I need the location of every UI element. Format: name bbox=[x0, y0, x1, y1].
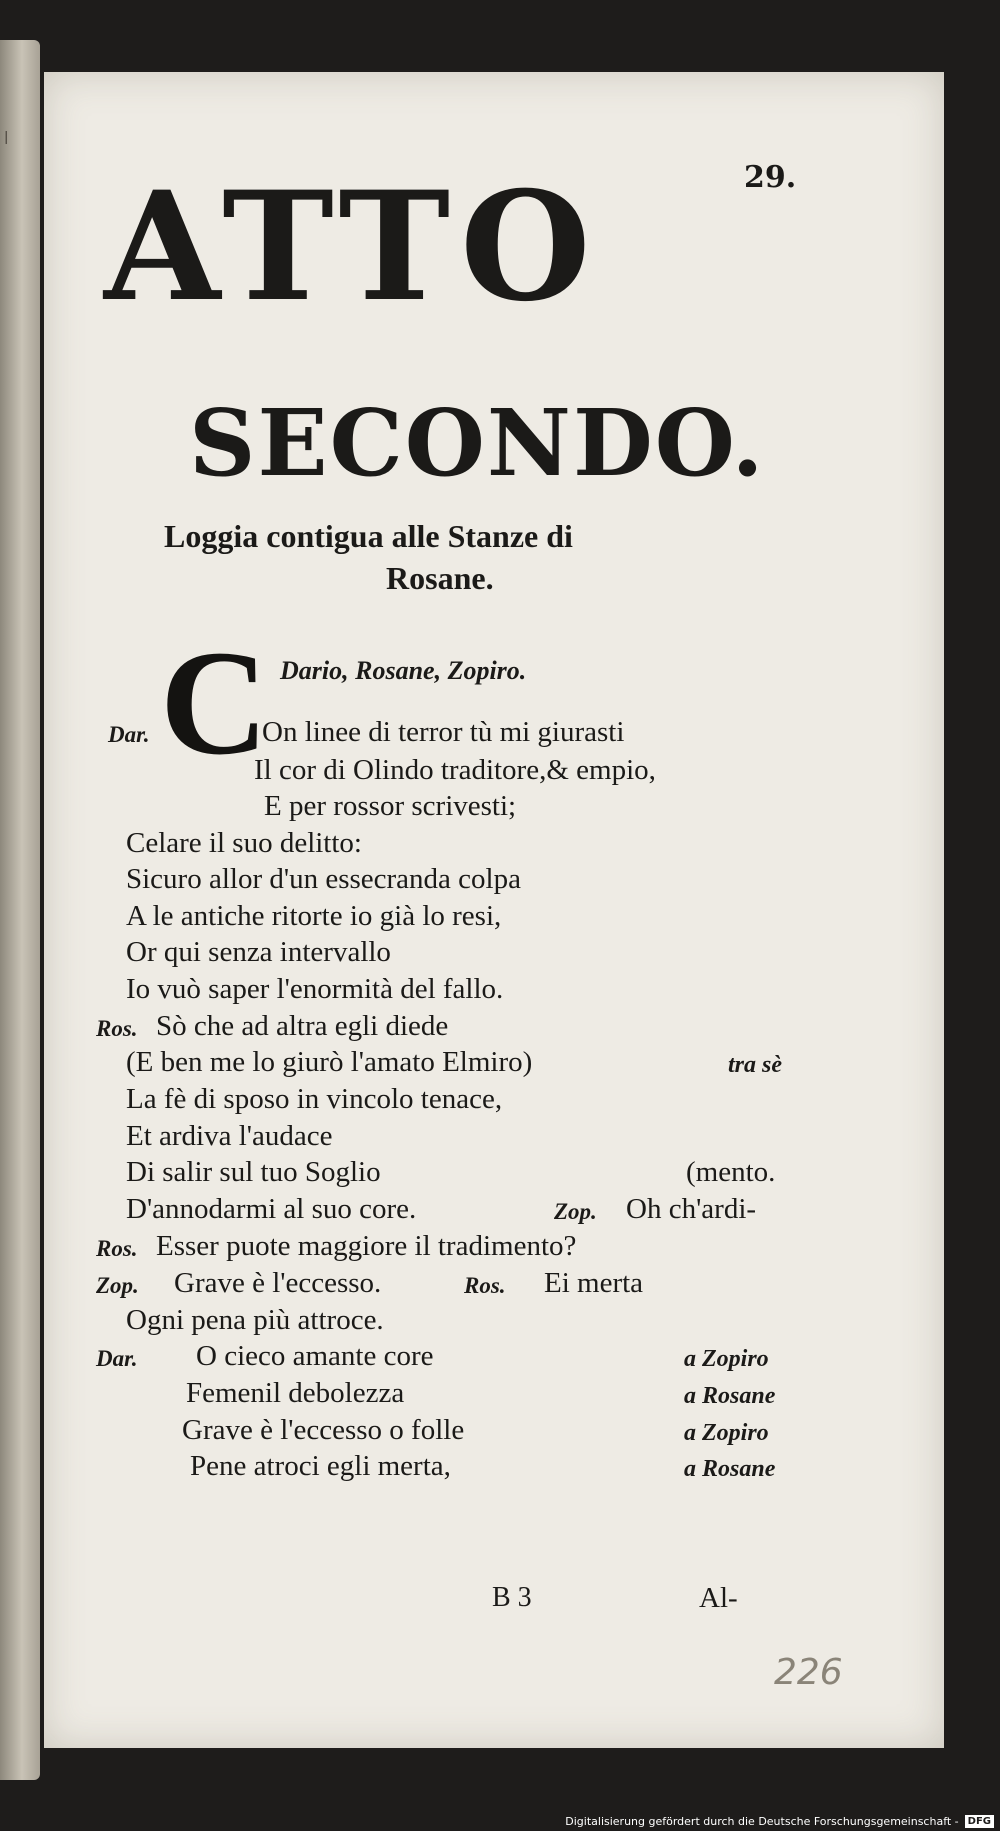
verse-line: Di salir sul tuo Soglio bbox=[126, 1156, 381, 1188]
verse-line: Et ardiva l'audace bbox=[126, 1120, 333, 1152]
verse-line: Il cor di Olindo traditore,& empio, bbox=[254, 754, 656, 786]
verse-line: D'annodarmi al suo core. bbox=[126, 1193, 417, 1225]
verse-line: Pene atroci egli merta, bbox=[190, 1450, 451, 1482]
act-subtitle: SECONDO. bbox=[189, 389, 766, 497]
dfg-logo-icon: DFG bbox=[965, 1815, 994, 1828]
verse-line: Or qui senza intervallo bbox=[126, 936, 391, 968]
verse-line: La fè di sposo in vincolo tenace, bbox=[126, 1083, 503, 1115]
book-page bbox=[44, 72, 944, 1748]
margin-fragment: | bbox=[4, 130, 9, 145]
speaker-label: Dar. bbox=[96, 1346, 138, 1371]
stage-direction: a Zopiro bbox=[684, 1420, 769, 1446]
speaker-label: Ros. bbox=[96, 1016, 138, 1041]
verse-line: Oh ch'ardi- bbox=[626, 1193, 757, 1225]
verse-continuation: (mento. bbox=[686, 1156, 776, 1188]
speaker-label: Zop. bbox=[96, 1273, 139, 1298]
character-list: Dario, Rosane, Zopiro. bbox=[280, 656, 527, 685]
catchword: Al- bbox=[699, 1582, 738, 1614]
verse-line: Io vuò saper l'enormità del fallo. bbox=[126, 973, 504, 1005]
scene-description-cont: Rosane. bbox=[386, 560, 494, 596]
footer-text: Digitalisierung gefördert durch die Deutsche Forschungsgemeinschaft - bbox=[565, 1814, 959, 1828]
verse-line: Grave è l'eccesso. bbox=[174, 1267, 382, 1299]
digitization-credit bbox=[559, 1811, 1000, 1831]
stage-direction: a Rosane bbox=[684, 1456, 776, 1482]
act-title: ATTO bbox=[104, 159, 601, 335]
verse-line: (E ben me lo giurò l'amato Elmiro) bbox=[126, 1046, 533, 1078]
verse-line: O cieco amante core bbox=[196, 1340, 434, 1372]
verse-line: On linee di terror tù mi giurasti bbox=[262, 716, 625, 748]
verse-line: Grave è l'eccesso o folle bbox=[182, 1414, 465, 1446]
speaker-label: Ros. bbox=[96, 1236, 138, 1261]
verse-line: Esser puote maggiore il tradimento? bbox=[156, 1230, 577, 1262]
stage-direction: a Rosane bbox=[684, 1383, 776, 1409]
page-number: 29. bbox=[744, 160, 797, 195]
verse-line: Sò che ad altra egli diede bbox=[156, 1010, 449, 1042]
library-pencil-number: 226 bbox=[774, 1652, 843, 1693]
verse-line: Celare il suo delitto: bbox=[126, 827, 362, 859]
verse-line: Ei merta bbox=[544, 1267, 644, 1299]
speaker-label: Zop. bbox=[554, 1199, 597, 1224]
printer-signature: B 3 bbox=[492, 1582, 532, 1613]
stage-direction: tra sè bbox=[728, 1052, 782, 1078]
verse-line: A le antiche ritorte io già lo resi, bbox=[126, 900, 502, 932]
scene-description: Loggia contigua alle Stanze di bbox=[164, 518, 573, 554]
speaker-label: Dar. bbox=[108, 722, 150, 747]
verse-line: Femenil debolezza bbox=[186, 1377, 405, 1409]
stage-direction: a Zopiro bbox=[684, 1346, 769, 1372]
adjacent-page-edge bbox=[0, 40, 40, 1780]
verse-line: Sicuro allor d'un essecranda colpa bbox=[126, 863, 521, 895]
speaker-label: Ros. bbox=[464, 1273, 506, 1298]
verse-line: Ogni pena più attroce. bbox=[126, 1304, 384, 1336]
drop-cap: C bbox=[160, 620, 269, 786]
verse-line: E per rossor scrivesti; bbox=[264, 790, 517, 822]
